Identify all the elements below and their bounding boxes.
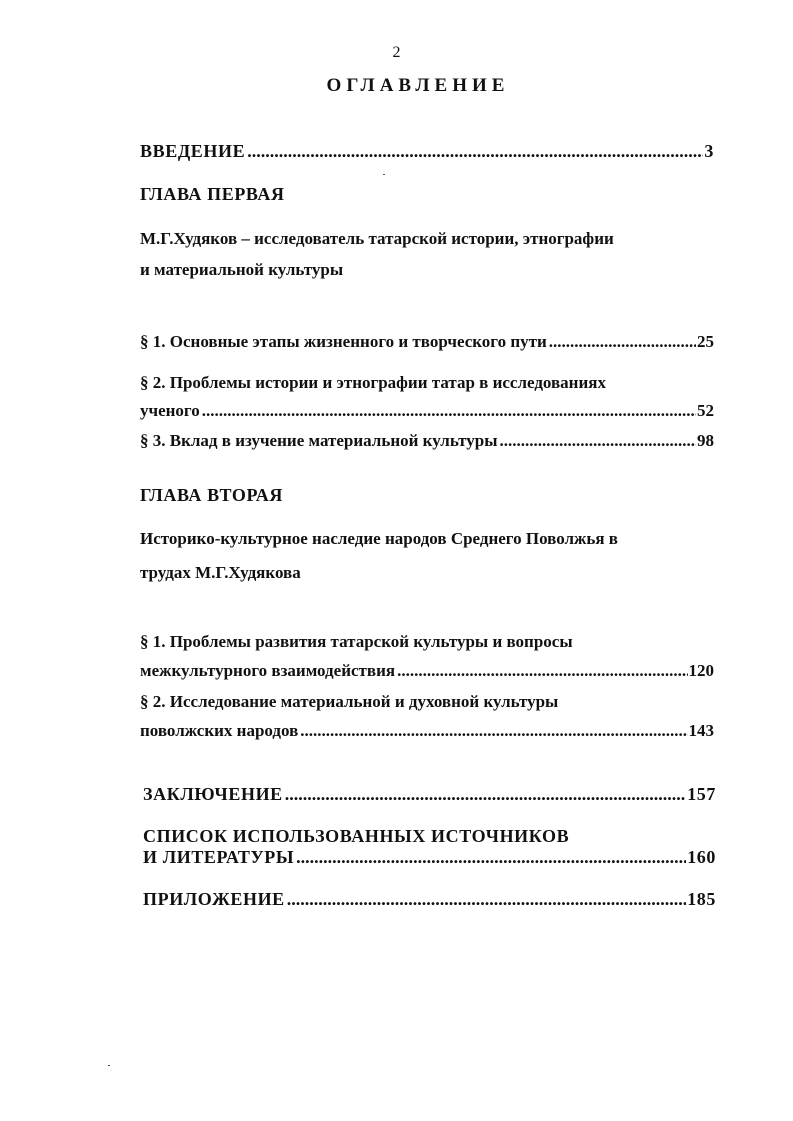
toc-entry-sources-line1[interactable]: СПИСОК ИСПОЛЬЗОВАННЫХ ИСТОЧНИКОВ [143,826,570,846]
toc-entry-page: 143 [688,721,714,740]
dot-leader [287,888,686,910]
toc-entry-page: 3 [704,141,714,161]
dot-leader [202,400,696,422]
toc-entry-ch2-sec2-line1[interactable]: § 2. Исследование материальной и духовной культуры [140,692,559,711]
toc-entry-page: 98 [697,431,714,450]
toc-entry-label: § 3. Вклад в изучение материальной культуры [140,431,498,450]
toc-entry-label: ученого [140,401,200,420]
page-number: 2 [392,44,401,61]
chapter-2-title-line1: Историко-культурное наследие народов Среднего Поволжья в [140,529,618,548]
chapter-2-title-line2: трудах М.Г.Худякова [140,563,301,582]
toc-entry-conclusion[interactable] [143,783,716,805]
toc-entry-ch1-sec1[interactable] [140,331,714,353]
toc-entry-page: 157 [687,784,716,804]
toc-entry-page: 160 [687,847,716,867]
toc-entry-page: 185 [687,889,716,909]
toc-entry-page: 120 [688,661,714,680]
toc-entry-intro[interactable] [140,140,714,162]
toc-entry-ch1-sec2[interactable] [140,400,714,422]
dot-leader [296,846,686,868]
chapter-1-title-line2: и материальной культуры [140,260,344,279]
dot-leader [300,720,687,742]
toc-entry-appendix[interactable] [143,888,716,910]
chapter-2-heading: ГЛАВА ВТОРАЯ [140,485,283,505]
dot-leader [285,783,686,805]
scan-speck [108,1065,110,1066]
toc-entry-label: межкультурного взаимодействия [140,661,396,680]
toc-entry-label: ВВЕДЕНИЕ [140,141,246,161]
toc-entry-sources[interactable] [143,846,716,868]
toc-entry-label: И ЛИТЕРАТУРЫ [143,847,295,867]
dot-leader [549,331,696,353]
toc-entry-ch1-sec3[interactable] [140,430,714,452]
dot-leader [397,660,687,682]
toc-entry-label: поволжских народов [140,721,299,740]
toc-entry-label: ПРИЛОЖЕНИЕ [143,889,285,909]
toc-entry-ch2-sec1[interactable] [140,660,714,682]
toc-entry-ch2-sec2[interactable] [140,720,714,742]
toc-entry-page: 25 [697,332,714,351]
dot-leader [247,140,703,162]
toc-entry-label: § 1. Основные этапы жизненного и творческого пути [140,332,547,351]
toc-entry-ch1-sec2-line1[interactable]: § 2. Проблемы истории и этнографии татар в исследованиях [140,373,606,392]
dot-leader [500,430,696,452]
toc-entry-ch2-sec1-line1[interactable]: § 1. Проблемы развития татарской культуры и вопросы [140,632,573,651]
toc-entry-page: 52 [697,401,714,420]
toc-entry-label: ЗАКЛЮЧЕНИЕ [143,784,283,804]
toc-title: ОГЛАВЛЕНИЕ [326,75,510,96]
chapter-1-heading: ГЛАВА ПЕРВАЯ [140,184,285,204]
scan-speck [383,174,385,175]
chapter-1-title-line1: М.Г.Худяков – исследователь татарской истории, этнографии [140,229,614,248]
